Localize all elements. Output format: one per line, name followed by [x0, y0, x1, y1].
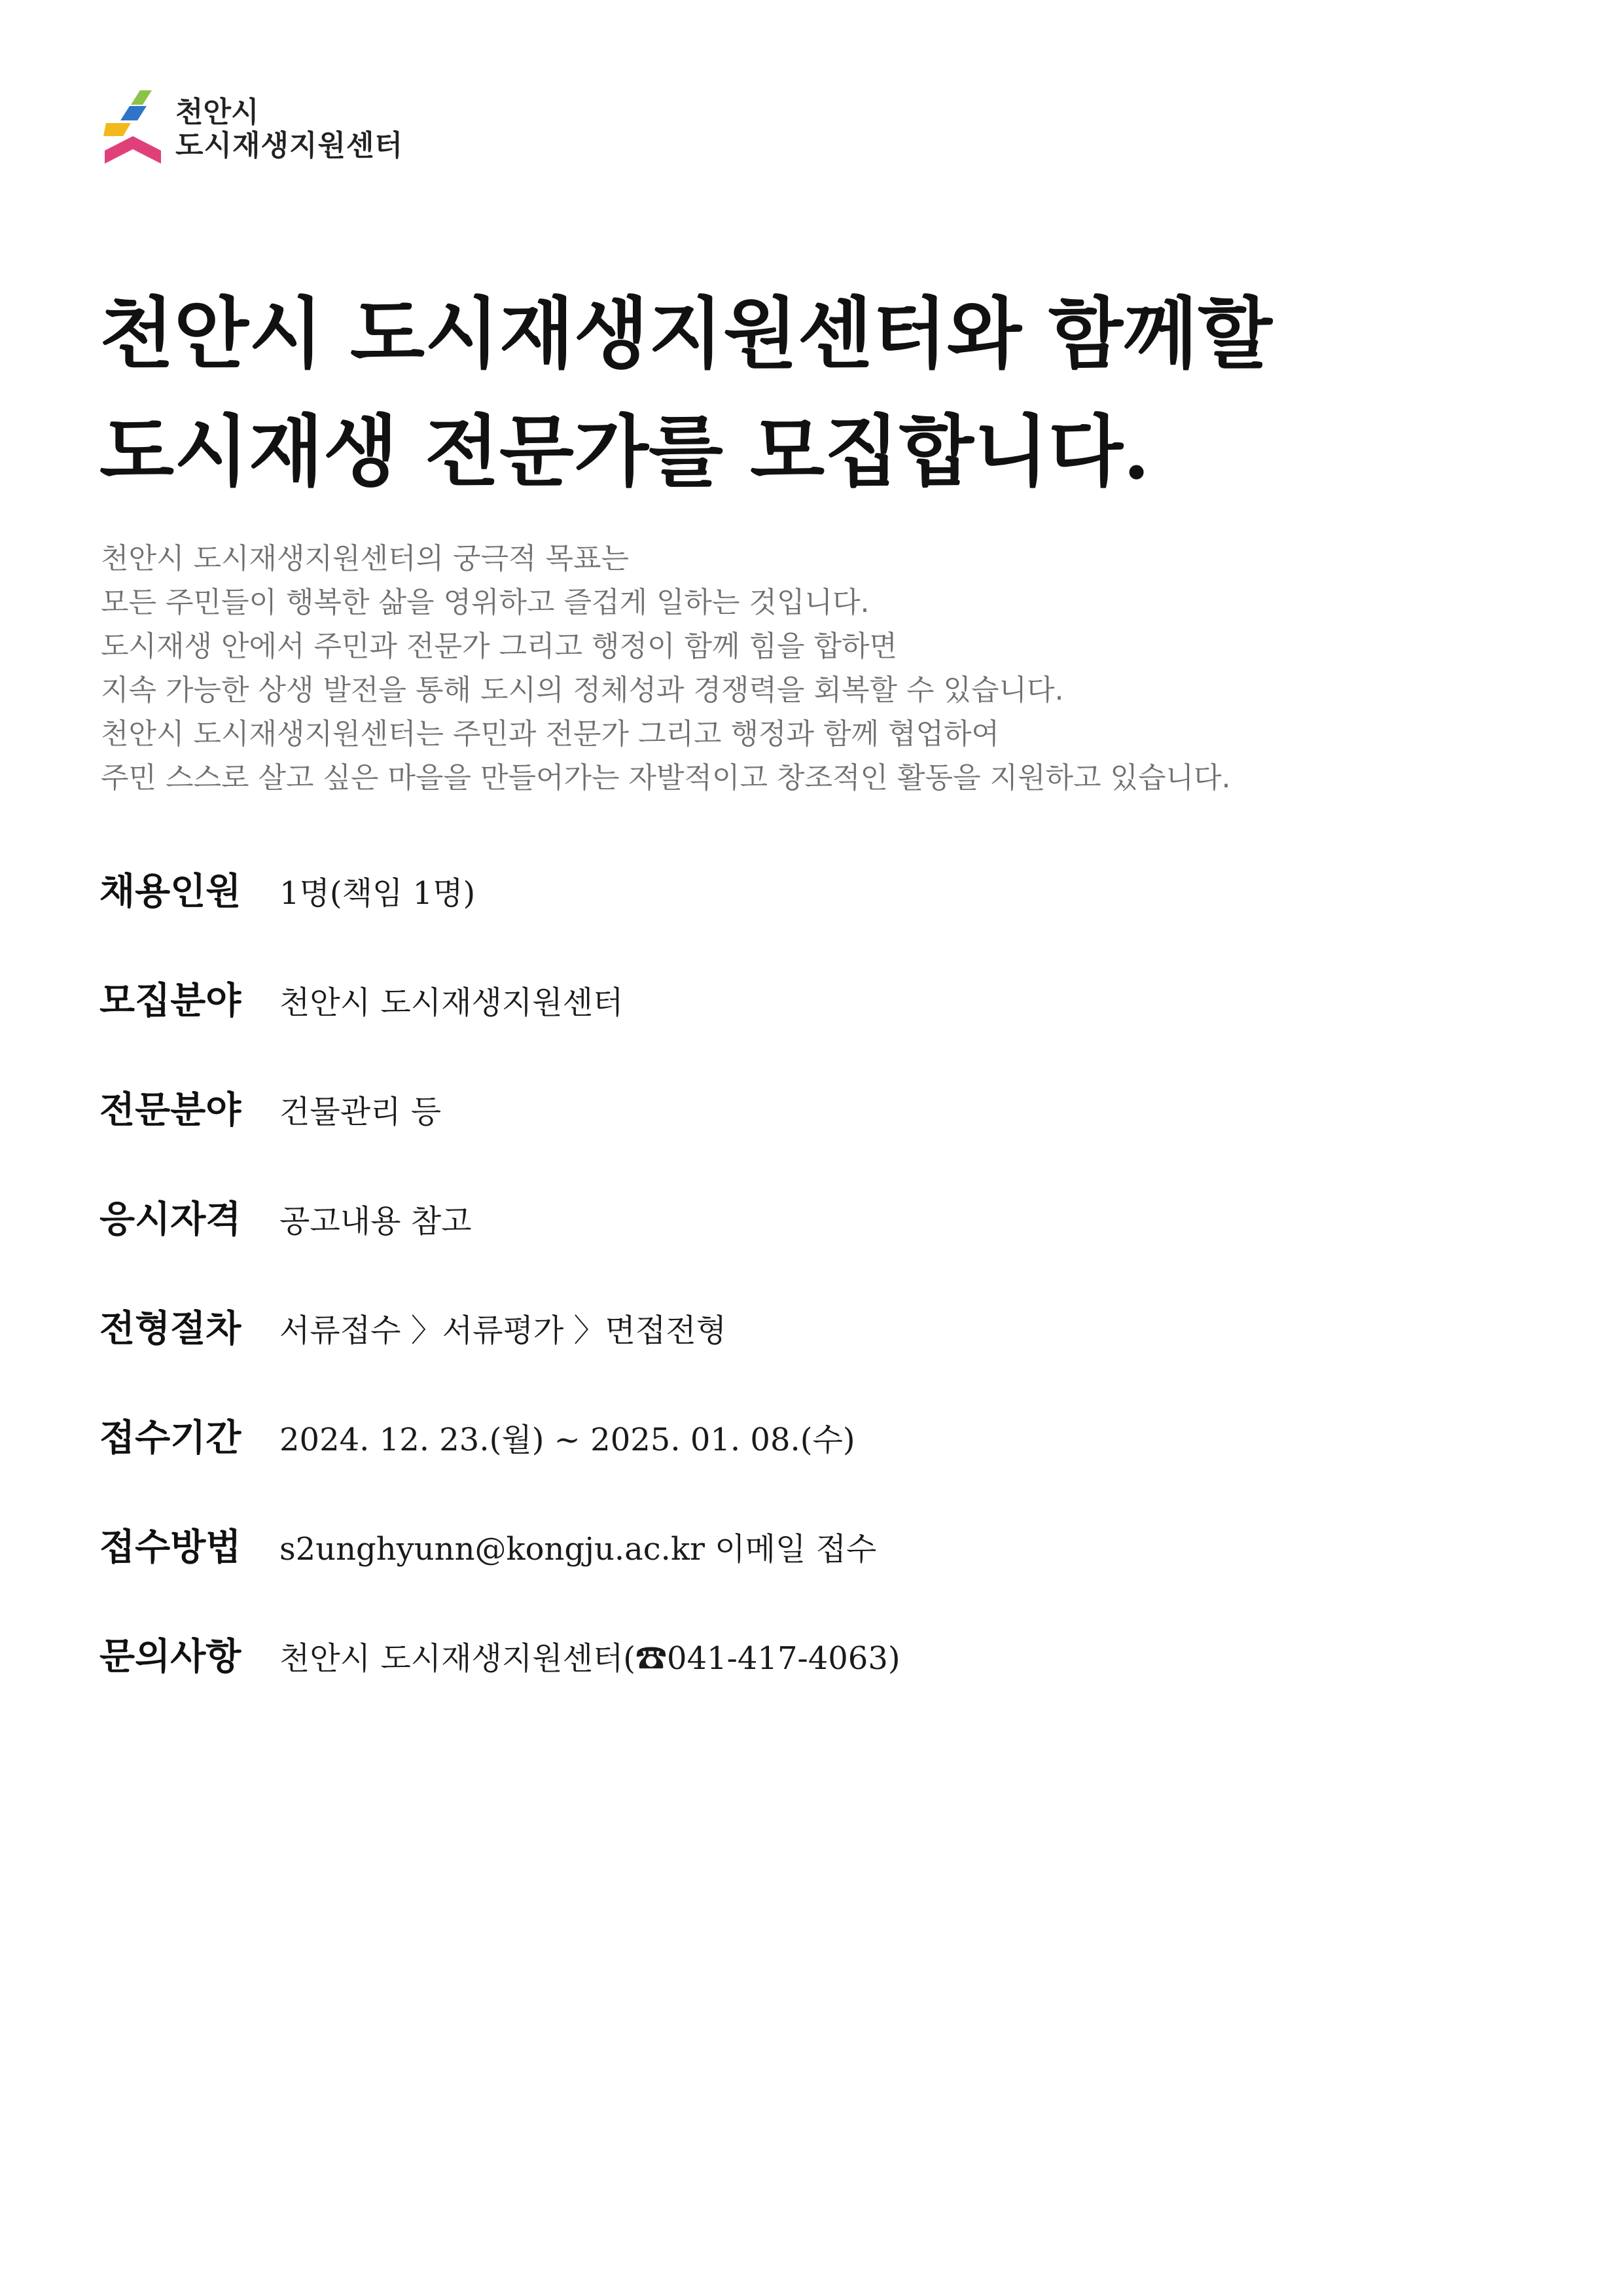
logo-center-name: 도시재생지원센터 [175, 129, 404, 162]
detail-value: 천안시 도시재생지원센터(☎041-417-4063) [279, 1640, 901, 1677]
detail-row-field [99, 972, 1539, 1081]
detail-label: 전문분야 [99, 1089, 241, 1132]
detail-row-specialty [99, 1081, 1539, 1191]
detail-value: s2unghyunn@kongju.ac.kr 이메일 접수 [279, 1531, 877, 1568]
detail-value: 건물관리 등 [279, 1094, 442, 1130]
intro-line: 모든 주민들이 행복한 삶을 영위하고 즐겁게 일하는 것입니다. [101, 586, 870, 619]
intro-line: 천안시 도시재생지원센터는 주민과 전문가 그리고 행정과 함께 협업하여 [101, 717, 1000, 751]
detail-row-application-method [99, 1518, 1539, 1628]
detail-label: 채용인원 [99, 870, 241, 913]
detail-row-application-period [99, 1409, 1539, 1518]
center-logo-mark-icon [103, 90, 162, 169]
intro-line: 지속 가능한 상생 발전을 통해 도시의 정체성과 경쟁력을 회복할 수 있습니다. [101, 673, 1064, 707]
intro-line: 주민 스스로 살고 싶은 마을을 만들어가는 자발적이고 창조적인 활동을 지원하고 있습니다. [101, 761, 1231, 795]
detail-row-eligibility [99, 1191, 1539, 1300]
detail-row-selection-process [99, 1300, 1539, 1409]
recruitment-details [99, 863, 1539, 1737]
page-title [99, 275, 1539, 511]
detail-row-inquiries [99, 1628, 1539, 1737]
detail-value: 2024. 12. 23.(월) ~ 2025. 01. 08.(수) [279, 1422, 855, 1458]
center-logo-text [175, 96, 403, 162]
intro-line: 천안시 도시재생지원센터의 궁극적 목표는 [101, 542, 630, 575]
detail-row-headcount [99, 863, 1539, 972]
detail-value: 공고내용 참고 [279, 1203, 472, 1240]
intro-line: 도시재생 안에서 주민과 전문가 그리고 행정이 함께 힘을 합하면 [101, 630, 897, 663]
detail-label: 전형절차 [99, 1308, 241, 1350]
intro-paragraph [101, 537, 1573, 800]
detail-label: 문의사항 [99, 1636, 241, 1678]
detail-value: 서류접수 〉서류평가 〉면접전형 [279, 1312, 726, 1349]
detail-label: 접수기간 [99, 1417, 241, 1460]
detail-value: 천안시 도시재생지원센터 [279, 984, 624, 1021]
page-title-line-1: 천안시 도시재생지원센터와 함께할 [99, 288, 1272, 379]
page-title-line-2: 도시재생 전문가를 모집합니다. [99, 406, 1150, 497]
detail-value: 1명(책임 1명) [279, 875, 476, 912]
center-logo [103, 90, 403, 169]
logo-city-name: 천안시 [175, 96, 259, 130]
detail-label: 응시자격 [99, 1198, 241, 1241]
detail-label: 모집분야 [99, 980, 241, 1022]
detail-label: 접수방법 [99, 1526, 241, 1569]
